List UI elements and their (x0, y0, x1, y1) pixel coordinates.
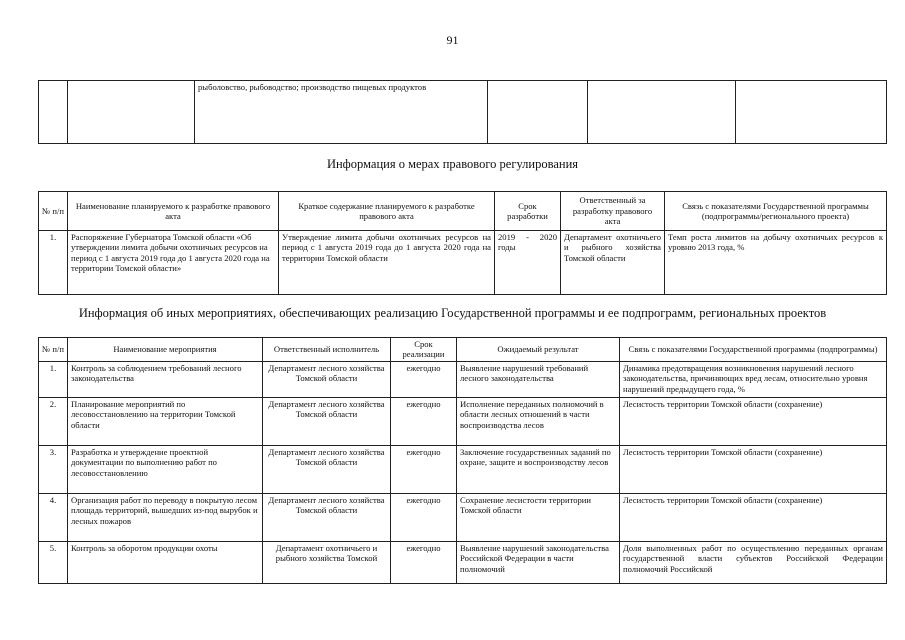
indicator-link: Лесистость территории Томской области (сохранение) (620, 445, 887, 493)
row-number: 1. (39, 361, 68, 397)
table-row (39, 541, 887, 583)
expected-result: Исполнение переданных полномочий в области лесных отношений в части воспроизводства лесов (457, 397, 620, 445)
table-row (39, 493, 887, 541)
activity-name: Контроль за оборотом продукции охоты (68, 541, 263, 583)
act-summary: Утверждение лимита добычи охотничьих ресурсов на период с 1 августа 2019 года до 1 августа 2020 года на территории Томской области (279, 231, 495, 295)
executor: Департамент охотничьего и рыбного хозяйства Томской (263, 541, 391, 583)
executor: Департамент лесного хозяйства Томской области (263, 361, 391, 397)
column-header: Наименование планируемого к разработке правового акта (68, 192, 279, 231)
row-number: 3. (39, 445, 68, 493)
expected-result: Выявление нарушений требований лесного законодательства (457, 361, 620, 397)
table-header-row (39, 338, 887, 362)
table-row (39, 397, 887, 445)
activities-table (38, 337, 887, 584)
development-term: 2019 - 2020 годы (495, 231, 561, 295)
column-header: Ожидаемый результат (457, 338, 620, 362)
table-cell (736, 81, 887, 144)
activity-name: Планирование мероприятий по лесовосстановлению на территории Томской области (68, 397, 263, 445)
term: ежегодно (391, 397, 457, 445)
column-header: Срок реализации (391, 338, 457, 362)
column-header: Ответственный за разработку правового акта (561, 192, 665, 231)
act-name: Распоряжение Губернатора Томской области «Об утверждении лимита добычи охотничьих ресурсов на период с 1 августа 2019 года до 1 августа 2020 года на территории Томской области» (68, 231, 279, 295)
executor: Департамент лесного хозяйства Томской области (263, 397, 391, 445)
activity-name: Организация работ по переводу в покрытую лесом площадь территорий, вышедших из-под вырубок и лесных пожаров (68, 493, 263, 541)
column-header: Наименование мероприятия (68, 338, 263, 362)
responsible: Департамент охотничьего и рыбного хозяйства Томской области (561, 231, 665, 295)
table-header-row (39, 192, 887, 231)
table-cell (488, 81, 588, 144)
table-row (39, 231, 887, 295)
row-number: 2. (39, 397, 68, 445)
table-cell: рыболовство, рыбоводство; производство пищевых продуктов (195, 81, 488, 144)
section-title: Информация о мерах правового регулирования (326, 157, 579, 171)
term: ежегодно (391, 361, 457, 397)
table-row (39, 361, 887, 397)
term: ежегодно (391, 445, 457, 493)
column-header: Срок разработки (495, 192, 561, 231)
column-header: Связь с показателями Государственной программы (подпрограммы) (620, 338, 887, 362)
executor: Департамент лесного хозяйства Томской области (263, 493, 391, 541)
column-header: № п/п (39, 338, 68, 362)
regulation-table (38, 191, 887, 295)
column-header: Ответственный исполнитель (263, 338, 391, 362)
term: ежегодно (391, 493, 457, 541)
row-number: 4. (39, 493, 68, 541)
table-cell (68, 81, 195, 144)
column-header: № п/п (39, 192, 68, 231)
executor: Департамент лесного хозяйства Томской области (263, 445, 391, 493)
table-cell (39, 81, 68, 144)
continuation-table (38, 80, 887, 144)
page-number: 91 (446, 33, 459, 47)
expected-result: Сохранение лесистости территории Томской области (457, 493, 620, 541)
activity-name: Разработка и утверждение проектной документации по выполнению работ по лесовосстановлению (68, 445, 263, 493)
column-header: Связь с показателями Государственной программы (подпрограммы/регионального проекта) (665, 192, 887, 231)
indicator-link: Доля выполненных работ по осуществлению переданных органам государственной власти субъектов Российской Федерации полномочий Российской (620, 541, 887, 583)
activity-name: Контроль за соблюдением требований лесного законодательства (68, 361, 263, 397)
indicator-link: Динамика предотвращения возникновения нарушений лесного законодательства, причиняющих вред лесам, относительно уровня нарушений предыдущего года, % (620, 361, 887, 397)
indicator-link: Темп роста лимитов на добычу охотничьих ресурсов к уровню 2013 года, % (665, 231, 887, 295)
section-title: Информация об иных мероприятиях, обеспечивающих реализацию Государственной программы и ее подпрограмм, региональных проектов (78, 306, 827, 320)
indicator-link: Лесистость территории Томской области (сохранение) (620, 493, 887, 541)
table-row (39, 81, 887, 144)
indicator-link: Лесистость территории Томской области (сохранение) (620, 397, 887, 445)
expected-result: Заключение государственных заданий по охране, защите и воспроизводству лесов (457, 445, 620, 493)
row-number: 5. (39, 541, 68, 583)
expected-result: Выявление нарушений законодательства Российской Федерации в части полномочий (457, 541, 620, 583)
term: ежегодно (391, 541, 457, 583)
column-header: Краткое содержание планируемого к разработке правового акта (279, 192, 495, 231)
table-row (39, 445, 887, 493)
table-cell (588, 81, 736, 144)
row-number: 1. (39, 231, 68, 295)
